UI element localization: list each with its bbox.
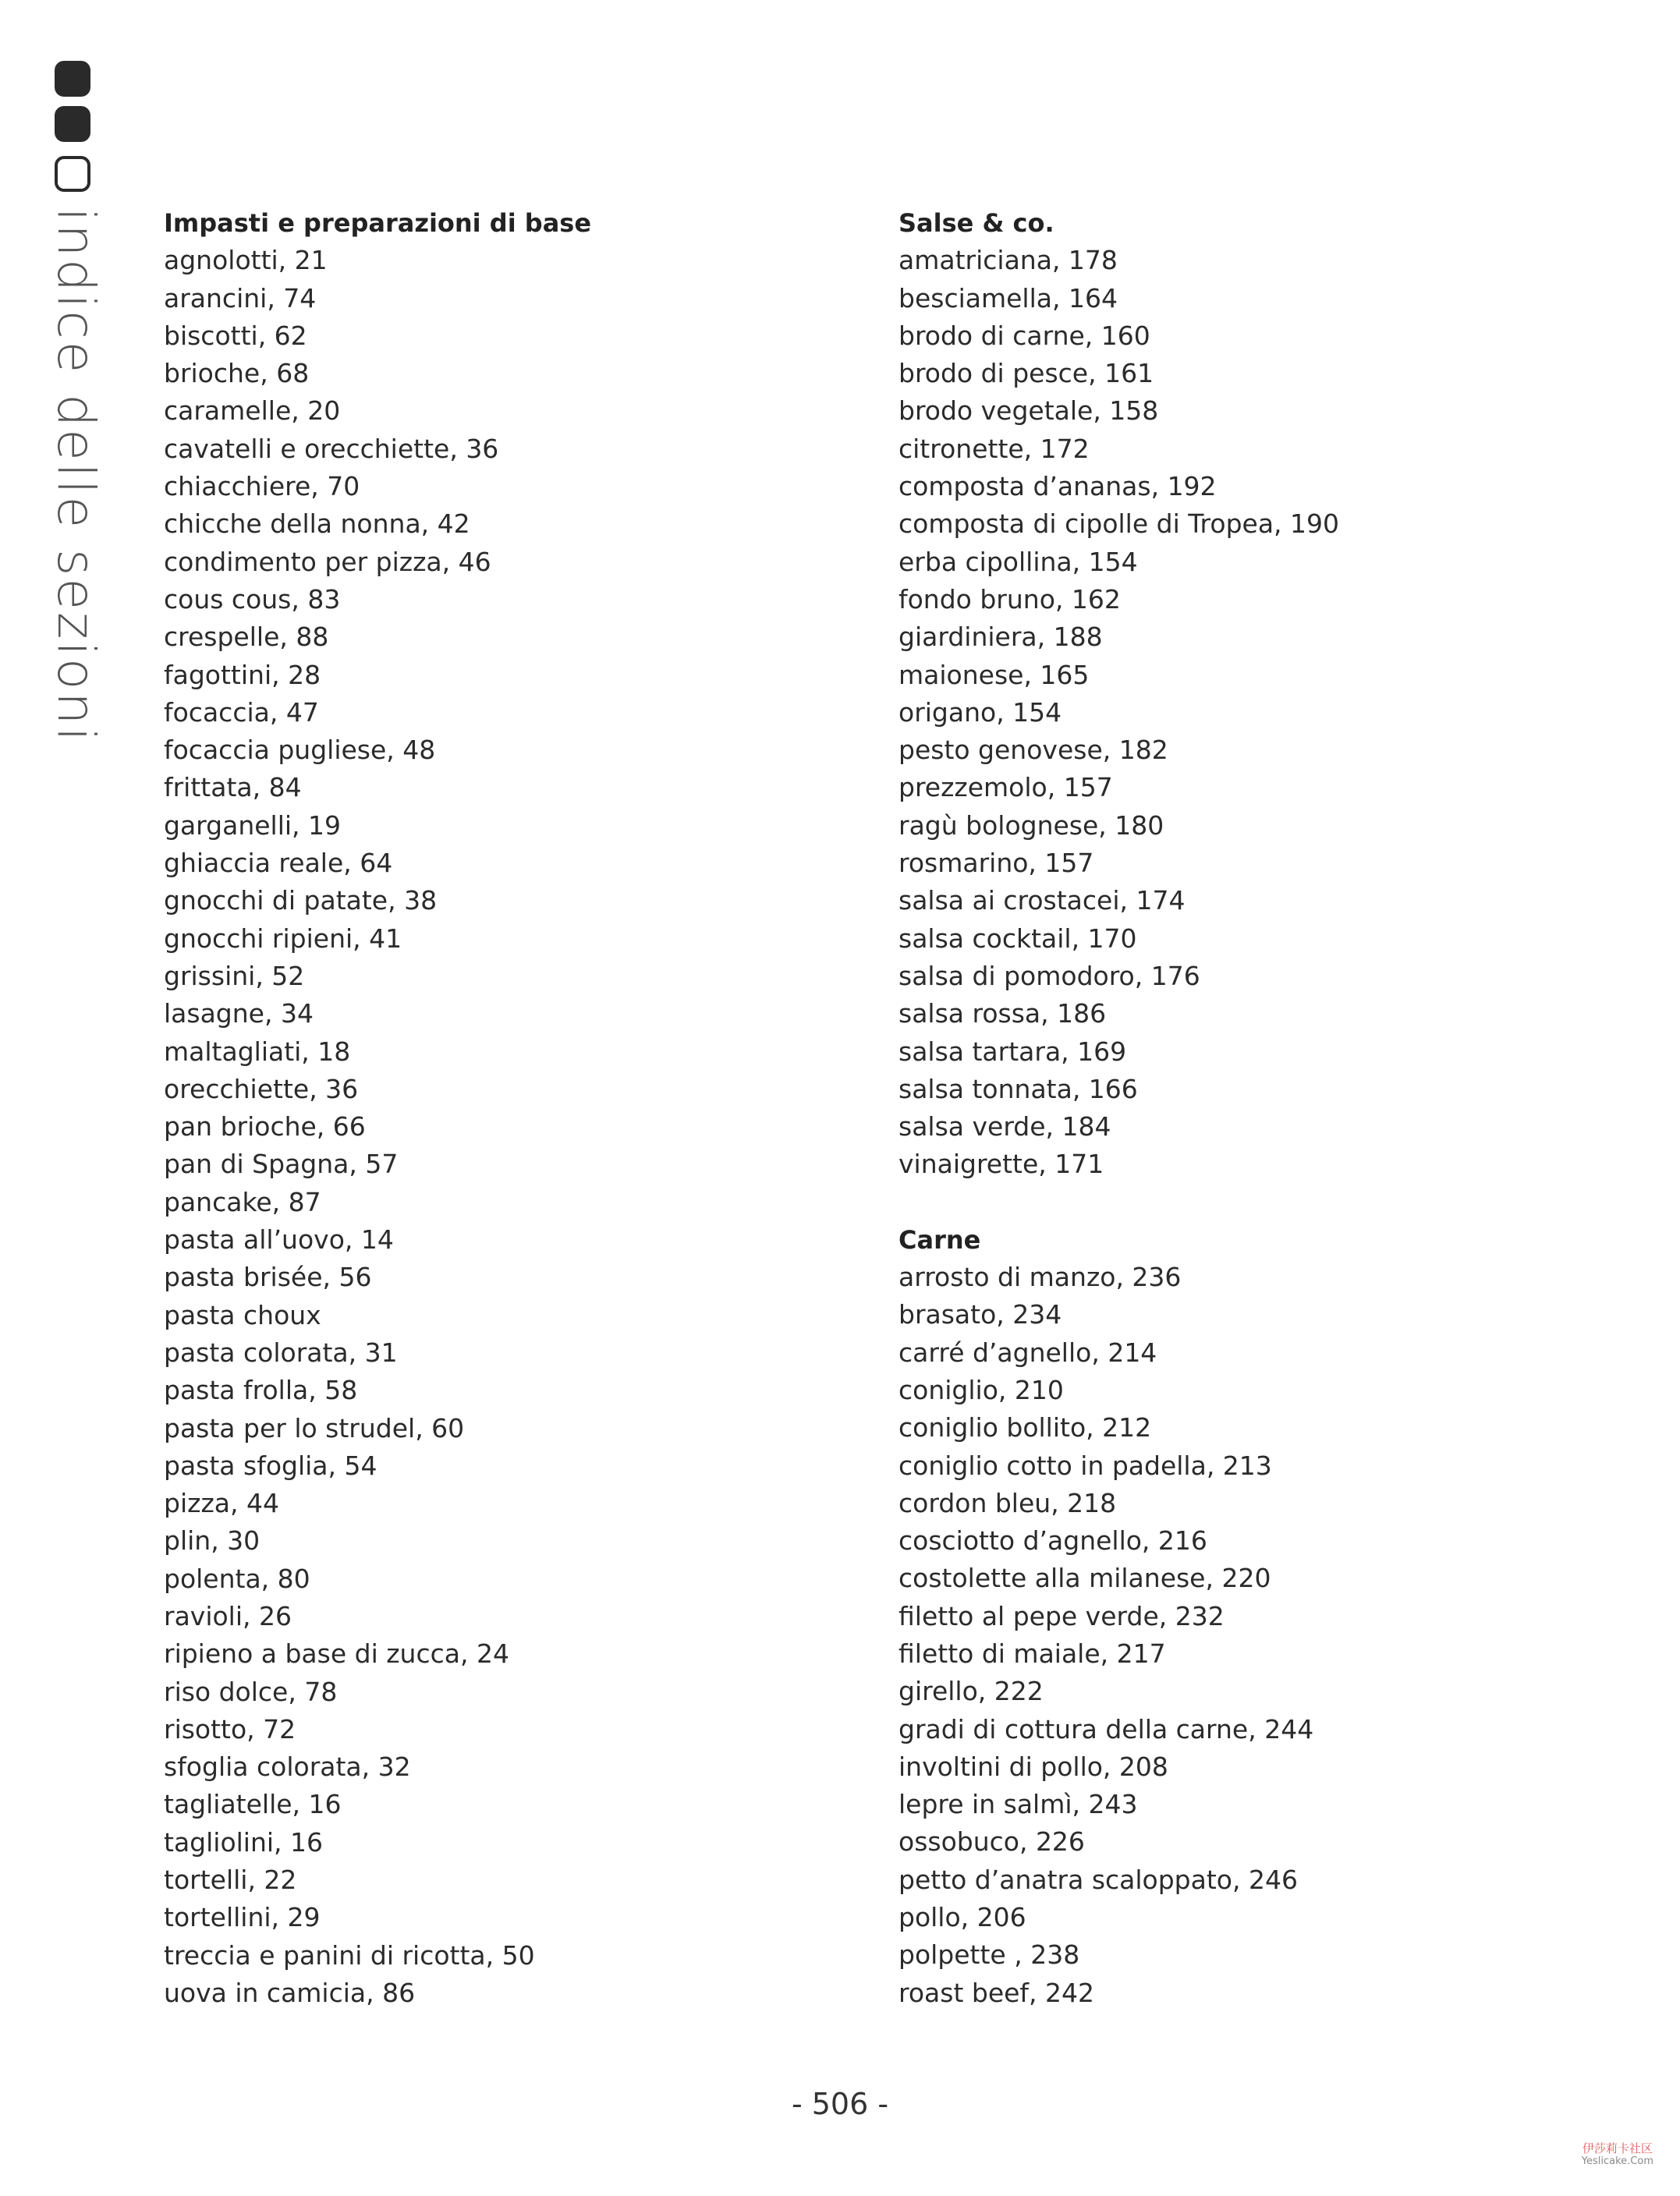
index-entry: uova in camicia, 86 [164,1977,416,2008]
index-entry: carré d’agnello, 214 [898,1337,1157,1368]
section-marker-filled-1 [55,61,90,97]
index-entry: cous cous, 83 [164,583,341,615]
index-entry: girello, 222 [898,1676,1044,1707]
index-entry: plin, 30 [164,1525,261,1557]
index-entry: rosmarino, 157 [898,848,1094,879]
index-entry: ripieno a base di zucca, 24 [164,1638,509,1670]
index-entry: focaccia pugliese, 48 [164,735,436,766]
index-entry: giardiniera, 188 [898,622,1103,653]
watermark-line-2: Yeslicake.Com [1581,2155,1653,2167]
index-entry: polenta, 80 [164,1563,310,1594]
index-entry: ossobuco, 226 [898,1826,1085,1858]
index-section [164,204,866,2012]
index-entry: coniglio, 210 [898,1374,1064,1405]
index-entry: pancake, 87 [164,1186,321,1217]
index-entry: arancini, 74 [164,282,317,313]
index-entry: roast beef, 242 [898,1977,1095,2008]
index-entry: agnolotti, 21 [164,245,328,276]
index-entry: salsa tonnata, 166 [898,1073,1138,1104]
index-entry: salsa tartara, 169 [898,1036,1127,1067]
index-entry: cosciotto d’agnello, 216 [898,1525,1207,1557]
index-entry: gnocchi ripieni, 41 [164,923,402,954]
index-entry: citronette, 172 [898,433,1090,464]
left-column [164,204,866,2049]
index-entry: cordon bleu, 218 [898,1487,1117,1518]
index-entry: maionese, 165 [898,659,1090,690]
index-entry: origano, 154 [898,696,1062,728]
index-entry: composta d’ananas, 192 [898,471,1217,502]
section-sidebar [46,61,106,887]
index-entry: ravioli, 26 [164,1600,292,1631]
index-entry: pasta brisée, 56 [164,1262,372,1293]
index-entry: besciamella, 164 [898,282,1118,313]
index-entry: brodo di pesce, 161 [898,358,1154,389]
index-entry: frittata, 84 [164,772,302,803]
index-entry: salsa cocktail, 170 [898,923,1137,954]
index-entry: treccia e panini di ricotta, 50 [164,1939,535,1971]
index-entry: erba cipollina, 154 [898,546,1138,577]
index-entry: chicche della nonna, 42 [164,508,470,540]
index-entry: caramelle, 20 [164,395,341,427]
index-entry: coniglio bollito, 212 [898,1412,1152,1443]
index-entry: pasta colorata, 31 [164,1337,398,1368]
page-number: - 506 - [791,2087,889,2121]
section-title: Carne [898,1224,981,1255]
index-entry: lasagne, 34 [164,998,314,1029]
index-entry: condimento per pizza, 46 [164,546,491,577]
index-entry: salsa rossa, 186 [898,998,1107,1029]
index-entry: involtini di pollo, 208 [898,1751,1168,1782]
index-entry: grissini, 52 [164,960,305,991]
index-entry: orecchiette, 36 [164,1073,359,1104]
section-title: Salse & co. [898,208,1054,238]
index-entry: filetto di maiale, 217 [898,1638,1166,1669]
index-entry: amatriciana, 178 [898,245,1118,276]
index-entry: pasta frolla, 58 [164,1375,358,1406]
watermark-line-1: 伊莎莉卡社区 [1582,2141,1653,2155]
section-marker-outline [55,156,90,192]
index-entry: tagliatelle, 16 [164,1789,342,1820]
index-entry: pasta choux [164,1299,321,1330]
index-entry: brioche, 68 [164,358,310,389]
index-entry: risotto, 72 [164,1713,296,1744]
index-entry: brasato, 234 [898,1299,1062,1330]
index-entry: pan di Spagna, 57 [164,1149,399,1180]
index-entry: tortelli, 22 [164,1865,297,1896]
index-entry: focaccia, 47 [164,696,319,728]
index-entry: sfoglia colorata, 32 [164,1751,411,1783]
index-entry: pasta sfoglia, 54 [164,1450,377,1481]
index-entry: salsa di pomodoro, 176 [898,960,1200,991]
index-entry: maltagliati, 18 [164,1036,351,1067]
index-entry: coniglio cotto in padella, 213 [898,1450,1272,1481]
index-entry: filetto al pepe verde, 232 [898,1600,1225,1631]
index-entry: salsa ai crostacei, 174 [898,885,1186,916]
sidebar-title: indice delle sezioni [46,207,106,744]
index-entry: gnocchi di patate, 38 [164,885,438,916]
watermark [1582,2141,1653,2168]
index-entry: crespelle, 88 [164,622,329,653]
index-entry: prezzemolo, 157 [898,772,1113,803]
index-entry: costolette alla milanese, 220 [898,1563,1271,1594]
index-entry: lepre in salmì, 243 [898,1789,1138,1820]
index-entry: chiacchiere, 70 [164,471,360,502]
index-entry: fondo bruno, 162 [898,583,1121,615]
index-entry: ragù bolognese, 180 [898,809,1164,841]
index-entry: pizza, 44 [164,1488,279,1519]
index-entry: riso dolce, 78 [164,1676,338,1707]
index-entry: pesto genovese, 182 [898,735,1168,766]
index-entry: pollo, 206 [898,1902,1026,1933]
index-entry: cavatelli e orecchiette, 36 [164,433,499,464]
right-column [898,204,1600,2049]
index-section [898,1221,1600,2012]
index-entry: tagliolini, 16 [164,1826,324,1858]
index-entry: tortellini, 29 [164,1902,321,1933]
index-entry: gradi di cottura della carne, 244 [898,1713,1314,1744]
index-entry: brodo vegetale, 158 [898,395,1159,427]
index-entry: salsa verde, 184 [898,1111,1111,1142]
index-entry: polpette , 238 [898,1939,1080,1971]
index-entry: petto d’anatra scaloppato, 246 [898,1864,1298,1895]
index-section [898,204,1600,1184]
index-entry: pasta all’uovo, 14 [164,1224,394,1256]
index-entry: vinaigrette, 171 [898,1149,1104,1180]
index-entry: ghiaccia reale, 64 [164,848,393,879]
index-entry: fagottini, 28 [164,659,321,690]
section-title: Impasti e preparazioni di base [164,208,592,238]
index-entry: composta di cipolle di Tropea, 190 [898,508,1340,540]
index-entry: arrosto di manzo, 236 [898,1262,1182,1293]
index-entry: pan brioche, 66 [164,1111,366,1142]
index-entry: brodo di carne, 160 [898,320,1150,351]
index-entry: biscotti, 62 [164,320,307,351]
index-entry: garganelli, 19 [164,809,342,841]
section-marker-filled-2 [55,106,90,142]
index-entry: pasta per lo strudel, 60 [164,1412,465,1443]
